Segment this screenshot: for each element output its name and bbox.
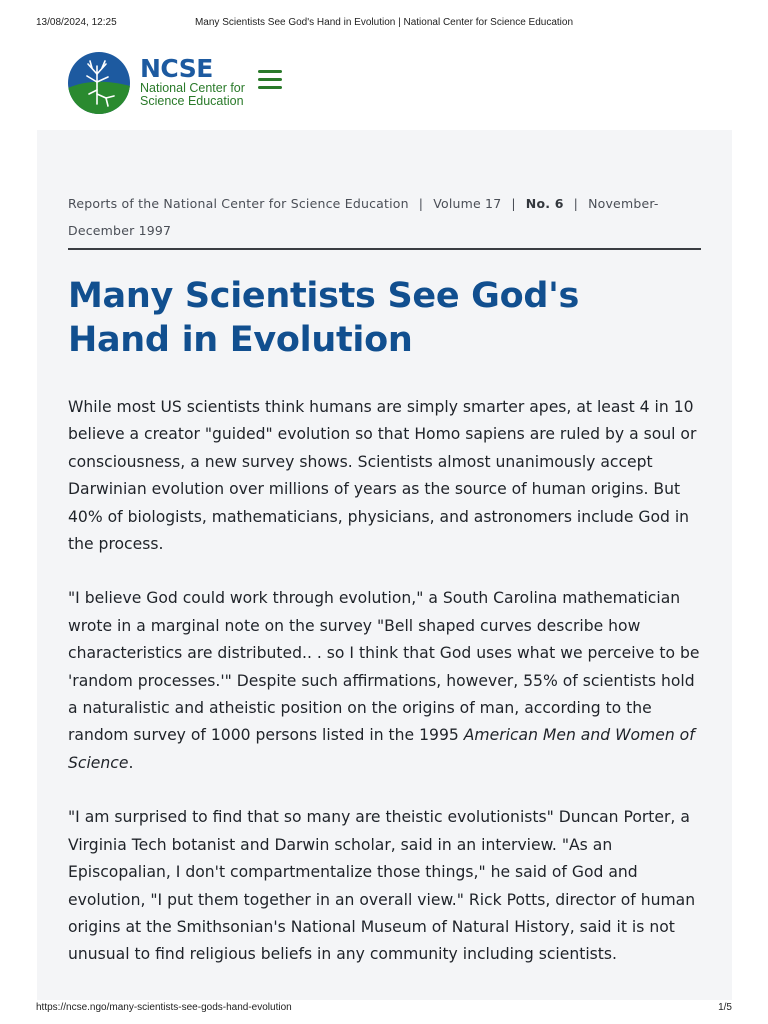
paragraph-3: "I am surprised to find that so many are theistic evolutionists" Duncan Porter, a Virginia Tech botanist and Darwin scholar, said in an interview. "As an Episcopalian, I don't compartmentalize those things," he said of God and evolution, "I put them together in an overall view." Rick Potts, director of human origins at the Smithsonian's National Museum of Natural History, said it is not unusual to find religious beliefs in any community including scientists. — [68, 808, 696, 964]
volume-link[interactable]: Volume 17 — [433, 196, 502, 211]
logo-wordmark[interactable] — [140, 56, 260, 108]
publication-meta — [68, 190, 703, 244]
site-header — [68, 52, 368, 114]
ncse-logo-icon[interactable] — [68, 52, 130, 114]
print-footer — [0, 1000, 768, 1016]
issue-date: November-December 1997 — [68, 196, 659, 238]
hamburger-menu-icon[interactable] — [258, 70, 282, 92]
menu-bar — [258, 70, 282, 73]
logo-name-line1: National Center for — [140, 81, 245, 95]
logo-abbreviation: NCSE — [140, 54, 213, 83]
publication-link[interactable]: Reports of the National Center for Science Education — [68, 196, 409, 211]
paragraph-1: While most US scientists think humans are simply smarter apes, at least 4 in 10 believe a creator "guided" evolution so that Homo sapiens are ruled by a soul or consciousness, a new survey shows. Scientists almost unanimously accept Darwinian evolution over millions of years as the source of human origins. But 40% of biologists, mathematicians, physicians, and astronomers include God in the process. — [68, 398, 697, 554]
print-header — [0, 14, 768, 32]
print-datetime: 13/08/2024, 12:25 — [36, 17, 117, 28]
issue-link[interactable]: No. 6 — [525, 196, 564, 211]
menu-bar — [258, 86, 282, 89]
article-panel — [37, 130, 732, 1000]
paragraph-2 — [68, 585, 708, 777]
meta-separator: | — [511, 196, 516, 211]
print-page-title: Many Scientists See God's Hand in Evolution | National Center for Science Education — [194, 17, 574, 28]
article-body — [68, 394, 708, 996]
menu-bar — [258, 78, 282, 81]
publication-title-italic: American Men and Women of Science — [68, 726, 695, 772]
paragraph-2-end: . — [128, 753, 134, 772]
logo-name-line2: Science Education — [140, 94, 244, 108]
meta-divider — [68, 248, 701, 250]
page-url: https://ncse.ngo/many-scientists-see-gods-hand-evolution — [36, 1002, 292, 1013]
meta-separator: | — [573, 196, 579, 211]
page-number: 1/5 — [718, 1002, 732, 1013]
page-title: Many Scientists See God's Hand in Evolution — [68, 276, 580, 360]
meta-separator: | — [418, 196, 424, 211]
paragraph-2-text: "I believe God could work through evolution," a South Carolina mathematician wrote in a marginal note on the survey "Bell shaped curves describe how characteristics are distributed.. . so I think that God uses what we perceive to be 'random processes.'" Despite such affirmations, however, 55% of scientists hold a naturalistic and atheistic position on the origins of man, according to the random survey of 1000 persons listed in the 1995 — [68, 589, 700, 745]
